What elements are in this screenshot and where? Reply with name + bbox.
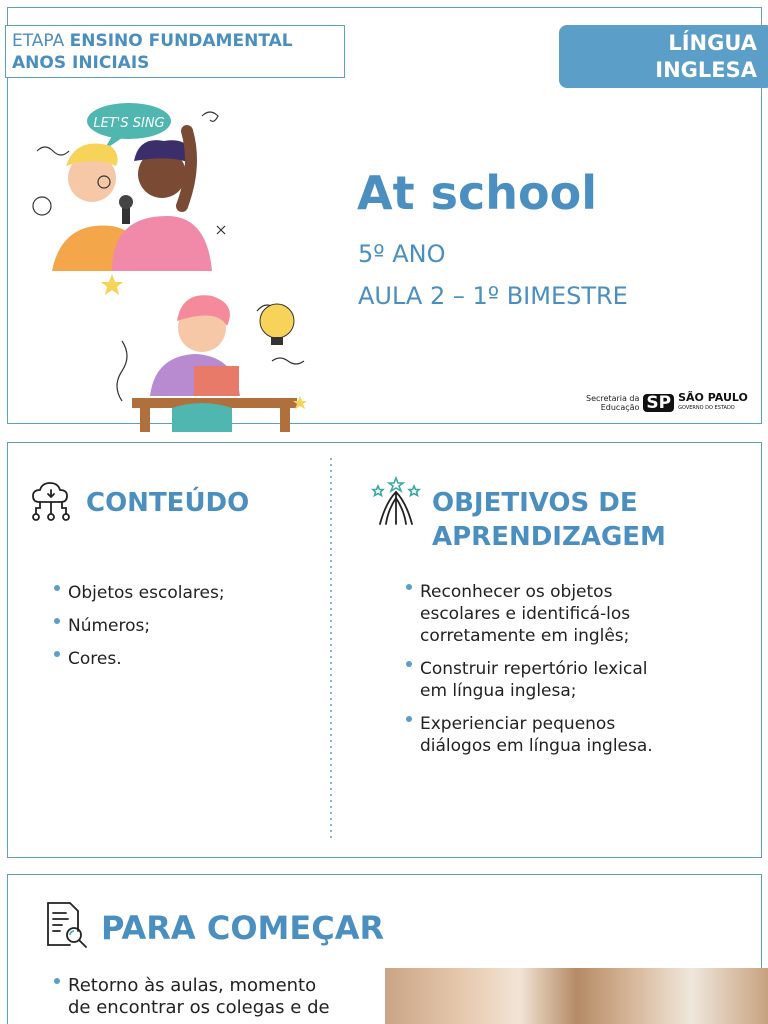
sp-mark: SP — [643, 394, 674, 412]
students-illustration — [22, 96, 332, 432]
page-title: At school — [357, 166, 597, 220]
etapa-line2: ANOS INICIAIS — [12, 53, 150, 73]
column-divider — [330, 458, 332, 838]
list-item: Cores. — [54, 648, 225, 670]
bubble-text: LET'S SING — [93, 116, 165, 131]
subject-line2: INGLESA — [655, 58, 757, 82]
lightbulb-icon — [260, 304, 294, 345]
list-item — [54, 975, 330, 1019]
para-comecar-slide — [0, 872, 768, 1024]
sp-government-logo — [586, 392, 748, 414]
etapa-line1: ENSINO FUNDAMENTAL — [69, 31, 293, 51]
objetivos-heading-line1: OBJETIVOS DE — [432, 488, 638, 518]
list-item: Objetos escolares; — [54, 582, 225, 604]
list-item — [406, 581, 653, 647]
sp-tagline: GOVERNO DO ESTADO — [678, 405, 735, 411]
list-item — [406, 658, 653, 702]
list-item-line: Reconhecer os objetos — [420, 582, 613, 602]
secretaria-line1: Secretaria da — [586, 394, 640, 403]
girl-figure — [112, 131, 212, 271]
list-item-line: escolares e identificá-los — [420, 604, 631, 624]
list-item-line: diálogos em língua inglesa. — [420, 736, 653, 756]
conteudo-list — [54, 582, 225, 681]
list-item — [406, 713, 653, 757]
etapa-prefix: ETAPA — [12, 31, 65, 51]
objetivos-heading-line2: APRENDIZAGEM — [432, 522, 666, 552]
subject-badge — [559, 25, 768, 88]
conteudo-heading: CONTEÚDO — [86, 488, 250, 518]
cover-slide — [0, 0, 768, 432]
para-comecar-list — [54, 975, 330, 1024]
para-comecar-heading: PARA COMEÇAR — [101, 909, 385, 947]
grade-label: 5º ANO — [358, 240, 446, 268]
document-search-icon — [44, 901, 92, 949]
etapa-box — [5, 25, 345, 78]
objectives-slide — [0, 440, 768, 865]
list-item-line: Retorno às aulas, momento — [68, 975, 317, 996]
list-item-line: em língua inglesa; — [420, 681, 577, 701]
sp-name — [678, 392, 748, 414]
list-item-line: Experienciar pequenos — [420, 714, 616, 734]
objetivos-list — [406, 581, 653, 768]
cloud-network-icon — [29, 480, 73, 524]
classroom-photo — [385, 968, 768, 1024]
target-stars-icon — [370, 476, 422, 528]
lesson-label: AULA 2 – 1º BIMESTRE — [358, 282, 628, 310]
sp-name-text: SÃO PAULO — [678, 391, 748, 404]
objetivos-heading — [432, 486, 666, 554]
subject-line1: LÍNGUA — [668, 31, 757, 55]
secretaria-line2: Educação — [600, 403, 640, 412]
list-item-line: de encontrar os colegas e de — [68, 997, 330, 1018]
list-item-line: Construir repertório lexical — [420, 659, 648, 679]
list-item-line: corretamente em inglês; — [420, 626, 630, 646]
list-item: Números; — [54, 615, 225, 637]
secretaria-label — [586, 394, 639, 412]
